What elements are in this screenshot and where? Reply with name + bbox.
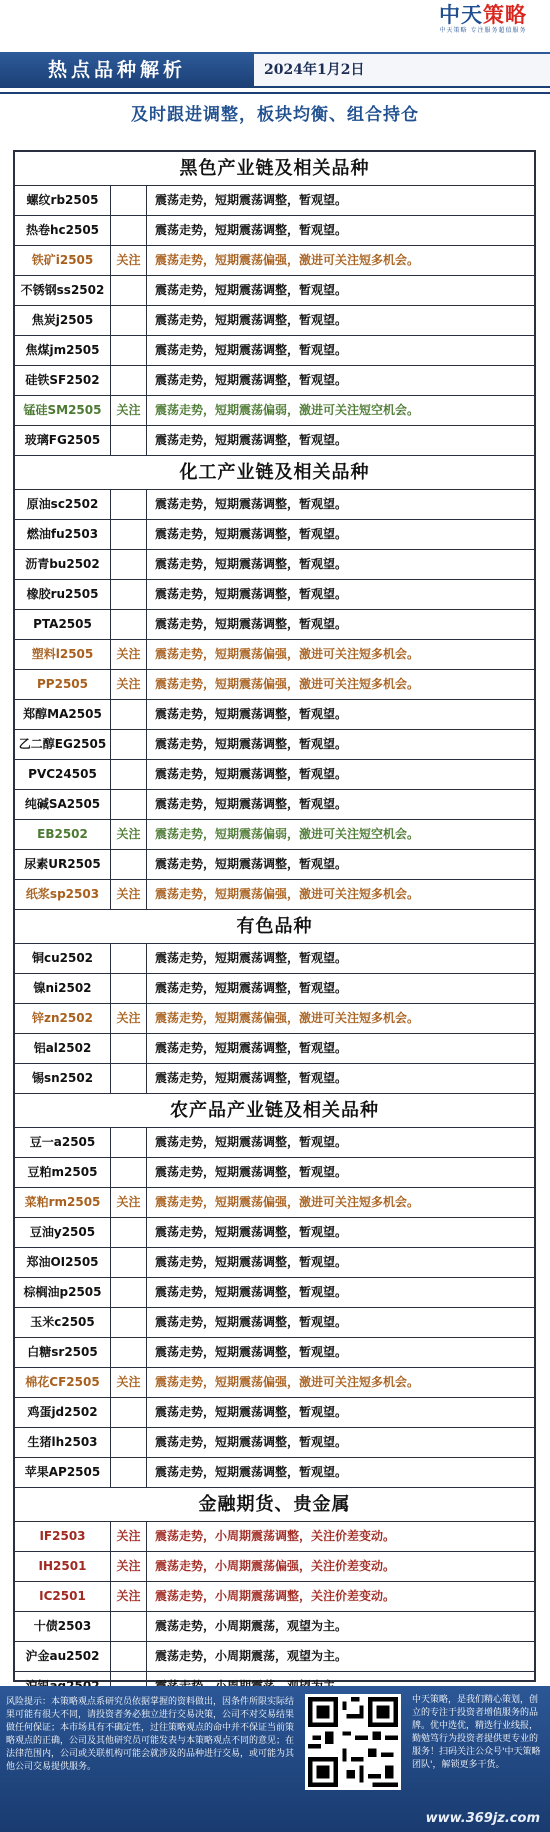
header-band — [0, 52, 550, 88]
table-row — [15, 1128, 534, 1158]
logo-tagline: 中天策略 专注服务超值服务 — [439, 27, 527, 34]
commodity-name: 镍ni2502 — [15, 974, 111, 1003]
commodity-view: 震荡走势，短期震荡调整，暂观望。 — [155, 1315, 348, 1329]
watch-tag — [111, 974, 147, 1003]
commodity-name: 螺纹rb2505 — [15, 186, 111, 215]
watch-tag — [111, 1278, 147, 1307]
table-row — [15, 1248, 534, 1278]
watch-tag — [111, 276, 147, 305]
table-row — [15, 1368, 534, 1398]
watch-tag — [111, 520, 147, 549]
table-row — [15, 670, 534, 700]
table-row — [15, 1642, 534, 1672]
table-row — [15, 490, 534, 520]
watch-tag: 关注 — [111, 1004, 147, 1033]
table-row — [15, 1552, 534, 1582]
commodity-name: 锌zn2502 — [15, 1004, 111, 1033]
watch-tag — [111, 426, 147, 455]
commodity-name: 焦炭j2505 — [15, 306, 111, 335]
commodity-view: 震荡走势，短期震荡偏弱，激进可关注短空机会。 — [155, 827, 420, 841]
commodity-name: 玻璃FG2505 — [15, 426, 111, 455]
table-row — [15, 1522, 534, 1552]
table-row — [15, 216, 534, 246]
slogan: 及时跟进调整，板块均衡、组合持仓 — [131, 105, 419, 125]
watch-tag — [111, 850, 147, 879]
commodity-view: 震荡走势，短期震荡调整，暂观望。 — [155, 433, 348, 447]
table-row — [15, 1308, 534, 1338]
watch-tag — [111, 1642, 147, 1671]
commodity-name: 铜cu2502 — [15, 944, 111, 973]
watch-tag — [111, 1428, 147, 1457]
commodity-name: 锡sn2502 — [15, 1064, 111, 1093]
table-row — [15, 880, 534, 910]
watch-tag — [111, 944, 147, 973]
brand-about: 中天策略，是我们精心策划，创立的专注于投资者增值服务的品牌。优中选优，精选行业线报，勤勉笃行为投资者提供更专业的服务！扫码关注公众号'中天策略团队'，解锁更多干货。 — [412, 1695, 541, 1770]
table-row — [15, 1158, 534, 1188]
commodity-name: 豆粕m2505 — [15, 1158, 111, 1187]
commodity-view: 震荡走势，小周期震荡，观望为主。 — [155, 1619, 348, 1633]
commodity-view: 震荡走势，短期震荡调整，暂观望。 — [155, 797, 348, 811]
commodity-view: 震荡走势，短期震荡调整，暂观望。 — [155, 373, 348, 387]
logo-text: 中天 — [439, 2, 483, 27]
watch-tag — [111, 790, 147, 819]
commodity-view: 震荡走势，短期震荡调整，暂观望。 — [155, 981, 348, 995]
watch-tag: 关注 — [111, 1582, 147, 1611]
commodity-name: 橡胶ru2505 — [15, 580, 111, 609]
watch-tag: 关注 — [111, 640, 147, 669]
commodity-name: 生猪lh2503 — [15, 1428, 111, 1457]
commodity-view: 震荡走势，短期震荡调整，暂观望。 — [155, 767, 348, 781]
commodity-view: 震荡走势，短期震荡调整，暂观望。 — [155, 1255, 348, 1269]
table-row — [15, 396, 534, 426]
table-row — [15, 820, 534, 850]
section-title: 黑色产业链及相关品种 — [15, 152, 534, 186]
watch-tag: 关注 — [111, 880, 147, 909]
commodity-name: 原油sc2502 — [15, 490, 111, 519]
section-title: 金融期货、贵金属 — [15, 1488, 534, 1522]
commodity-view: 震荡走势，短期震荡调整，暂观望。 — [155, 1225, 348, 1239]
watch-tag: 关注 — [111, 670, 147, 699]
commodity-name: 菜粕rm2505 — [15, 1188, 111, 1217]
watch-tag — [111, 550, 147, 579]
watch-tag — [111, 306, 147, 335]
table-row — [15, 700, 534, 730]
commodity-name: 不锈钢ss2502 — [15, 276, 111, 305]
commodity-view: 震荡走势，短期震荡调整，暂观望。 — [155, 527, 348, 541]
commodity-view: 震荡走势，短期震荡偏强，激进可关注短多机会。 — [155, 253, 420, 267]
commodity-name: EB2502 — [15, 820, 111, 849]
commodity-name: IC2501 — [15, 1582, 111, 1611]
commodity-view: 震荡走势，小周期震荡偏强，关注价差变动。 — [155, 1559, 396, 1573]
watch-tag — [111, 580, 147, 609]
table-row — [15, 426, 534, 456]
commodity-view: 震荡走势，短期震荡调整，暂观望。 — [155, 1135, 348, 1149]
commodity-view: 震荡走势，短期震荡调整，暂观望。 — [155, 557, 348, 571]
watch-tag — [111, 700, 147, 729]
watch-tag — [111, 1612, 147, 1641]
section-title: 农产品产业链及相关品种 — [15, 1094, 534, 1128]
header-divider — [0, 92, 550, 94]
section-title: 化工产业链及相关品种 — [15, 456, 534, 490]
table-row — [15, 640, 534, 670]
commodity-view: 震荡走势，短期震荡调整，暂观望。 — [155, 1405, 348, 1419]
table-row — [15, 186, 534, 216]
table-row — [15, 550, 534, 580]
risk-disclaimer: 风险提示：本策略观点系研究员依据掌握的资料做出，因条件所限实际结果可能有很大不同，请投资者务必独立进行交易决策，公司不对交易结果做任何保证；本市场具有不确定性，过往策略观点的命中并不保证当前策略观点的正确，公司及其他研究员可能发表与本策略观点不同的意见；在法律范围内，公司或关联机构可能会就涉及的品种进行交易，或可能为其他公司交易提供服务。 — [6, 1697, 295, 1772]
watch-tag — [111, 1064, 147, 1093]
commodity-view: 震荡走势，短期震荡调整，暂观望。 — [155, 1165, 348, 1179]
commodity-name: PP2505 — [15, 670, 111, 699]
commodity-name: 十债2503 — [15, 1612, 111, 1641]
table-row — [15, 1338, 534, 1368]
commodity-view: 震荡走势，短期震荡调整，暂观望。 — [155, 1435, 348, 1449]
commodity-name: 豆一a2505 — [15, 1128, 111, 1157]
commodity-view: 震荡走势，短期震荡偏强，激进可关注短多机会。 — [155, 647, 420, 661]
watch-tag — [111, 1034, 147, 1063]
commodity-view: 震荡走势，短期震荡调整，暂观望。 — [155, 1071, 348, 1085]
commodity-view: 震荡走势，短期震荡调整，暂观望。 — [155, 313, 348, 327]
table-row — [15, 790, 534, 820]
watch-tag — [111, 1158, 147, 1187]
watch-tag — [111, 1128, 147, 1157]
table-row — [15, 1612, 534, 1642]
watch-tag: 关注 — [111, 1368, 147, 1397]
table-row — [15, 366, 534, 396]
commodity-name: PTA2505 — [15, 610, 111, 639]
commodity-view: 震荡走势，短期震荡调整，暂观望。 — [155, 857, 348, 871]
commodity-name: 豆油y2505 — [15, 1218, 111, 1247]
commodity-name: 苹果AP2505 — [15, 1458, 111, 1487]
commodity-name: 锰硅SM2505 — [15, 396, 111, 425]
watch-tag — [111, 1338, 147, 1367]
table-row — [15, 1188, 534, 1218]
section-title: 有色品种 — [15, 910, 534, 944]
commodity-name: 白糖sr2505 — [15, 1338, 111, 1367]
table-row — [15, 850, 534, 880]
commodity-view: 震荡走势，短期震荡调整，暂观望。 — [155, 587, 348, 601]
commodity-view: 震荡走势，短期震荡调整，暂观望。 — [155, 707, 348, 721]
commodity-view: 震荡走势，短期震荡偏强，激进可关注短多机会。 — [155, 1011, 420, 1025]
commodity-name: 棉花CF2505 — [15, 1368, 111, 1397]
commodity-name: 沪金au2502 — [15, 1642, 111, 1671]
commodity-view: 震荡走势，短期震荡偏强，激进可关注短多机会。 — [155, 677, 420, 691]
commodity-view: 震荡走势，短期震荡调整，暂观望。 — [155, 1345, 348, 1359]
table-row — [15, 306, 534, 336]
table-row — [15, 520, 534, 550]
commodity-view: 震荡走势，小周期震荡调整，关注价差变动。 — [155, 1529, 396, 1543]
commodity-view: 震荡走势，短期震荡偏弱，激进可关注短空机会。 — [155, 403, 420, 417]
commodity-view: 震荡走势，短期震荡调整，暂观望。 — [155, 193, 348, 207]
table-row — [15, 1582, 534, 1612]
watch-tag: 关注 — [111, 396, 147, 425]
commodity-name: 沥青bu2502 — [15, 550, 111, 579]
page-title: 热点品种解析 — [48, 59, 187, 81]
table-row — [15, 1398, 534, 1428]
brand-logo — [428, 3, 538, 35]
commodity-name: 热卷hc2505 — [15, 216, 111, 245]
table-row — [15, 1278, 534, 1308]
logo-text-red: 策略 — [483, 2, 527, 27]
commodity-view: 震荡走势，短期震荡调整，暂观望。 — [155, 223, 348, 237]
commodity-name: 郑油OI2505 — [15, 1248, 111, 1277]
commodity-view: 震荡走势，小周期震荡调整，关注价差变动。 — [155, 1589, 396, 1603]
commodity-name: 铁矿i2505 — [15, 246, 111, 275]
commodity-name: 硅铁SF2502 — [15, 366, 111, 395]
table-row — [15, 944, 534, 974]
table-row — [15, 1004, 534, 1034]
qr-code-icon[interactable] — [305, 1694, 401, 1790]
commodity-view: 震荡走势，短期震荡调整，暂观望。 — [155, 951, 348, 965]
watch-tag — [111, 730, 147, 759]
commodity-name: PVC24505 — [15, 760, 111, 789]
watch-tag: 关注 — [111, 820, 147, 849]
watch-tag — [111, 186, 147, 215]
commodity-view: 震荡走势，短期震荡调整，暂观望。 — [155, 343, 348, 357]
commodity-view: 震荡走势，短期震荡偏强，激进可关注短多机会。 — [155, 1375, 420, 1389]
commodity-view: 震荡走势，短期震荡调整，暂观望。 — [155, 283, 348, 297]
commodity-name: 鸡蛋jd2502 — [15, 1398, 111, 1427]
table-row — [15, 1428, 534, 1458]
commodity-name: 塑料l2505 — [15, 640, 111, 669]
watch-tag — [111, 1398, 147, 1427]
commodity-view: 震荡走势，短期震荡偏强，激进可关注短多机会。 — [155, 1195, 420, 1209]
commodity-name: 铝al2502 — [15, 1034, 111, 1063]
commodity-name: 纸浆sp2503 — [15, 880, 111, 909]
watch-tag — [111, 1248, 147, 1277]
commodity-view: 震荡走势，短期震荡偏强，激进可关注短多机会。 — [155, 887, 420, 901]
watch-tag — [111, 1458, 147, 1487]
top-bar — [0, 0, 550, 40]
commodity-name: 乙二醇EG2505 — [15, 730, 111, 759]
watch-tag — [111, 216, 147, 245]
table-row — [15, 246, 534, 276]
watch-tag: 关注 — [111, 1188, 147, 1217]
watch-tag — [111, 760, 147, 789]
table-row — [15, 1064, 534, 1094]
commodity-name: 焦煤jm2505 — [15, 336, 111, 365]
commodity-name: 郑醇MA2505 — [15, 700, 111, 729]
watch-tag: 关注 — [111, 1522, 147, 1551]
watch-tag — [111, 490, 147, 519]
commodity-view: 震荡走势，短期震荡调整，暂观望。 — [155, 497, 348, 511]
table-row — [15, 730, 534, 760]
footer — [0, 1686, 550, 1832]
commodity-name: 玉米c2505 — [15, 1308, 111, 1337]
table-row — [15, 1458, 534, 1488]
commodity-view: 震荡走势，短期震荡调整，暂观望。 — [155, 617, 348, 631]
commodity-name: IH2501 — [15, 1552, 111, 1581]
watch-tag — [111, 366, 147, 395]
watch-tag: 关注 — [111, 246, 147, 275]
commodity-view: 震荡走势，短期震荡调整，暂观望。 — [155, 1465, 348, 1479]
watch-tag — [111, 610, 147, 639]
commodity-view: 震荡走势，小周期震荡，观望为主。 — [155, 1649, 348, 1663]
table-row — [15, 974, 534, 1004]
watch-tag — [111, 1308, 147, 1337]
commodity-name: 尿素UR2505 — [15, 850, 111, 879]
table-row — [15, 580, 534, 610]
table-row — [15, 1218, 534, 1248]
watermark: www.369jz.com — [425, 1811, 540, 1826]
watch-tag — [111, 336, 147, 365]
commodity-view: 震荡走势，短期震荡调整，暂观望。 — [155, 1041, 348, 1055]
commodity-name: 燃油fu2503 — [15, 520, 111, 549]
commodity-view: 震荡走势，短期震荡调整，暂观望。 — [155, 1285, 348, 1299]
commodity-name: 纯碱SA2505 — [15, 790, 111, 819]
watch-tag — [111, 1218, 147, 1247]
watch-tag: 关注 — [111, 1552, 147, 1581]
table-row — [15, 610, 534, 640]
report-date: 2024年1月2日 — [254, 54, 550, 86]
commodity-name: IF2503 — [15, 1522, 111, 1551]
commodity-name: 棕榈油p2505 — [15, 1278, 111, 1307]
table-row — [15, 1034, 534, 1064]
table-row — [15, 276, 534, 306]
table-row — [15, 336, 534, 366]
commodity-view: 震荡走势，短期震荡调整，暂观望。 — [155, 737, 348, 751]
commodity-table — [13, 150, 536, 1682]
table-row — [15, 760, 534, 790]
